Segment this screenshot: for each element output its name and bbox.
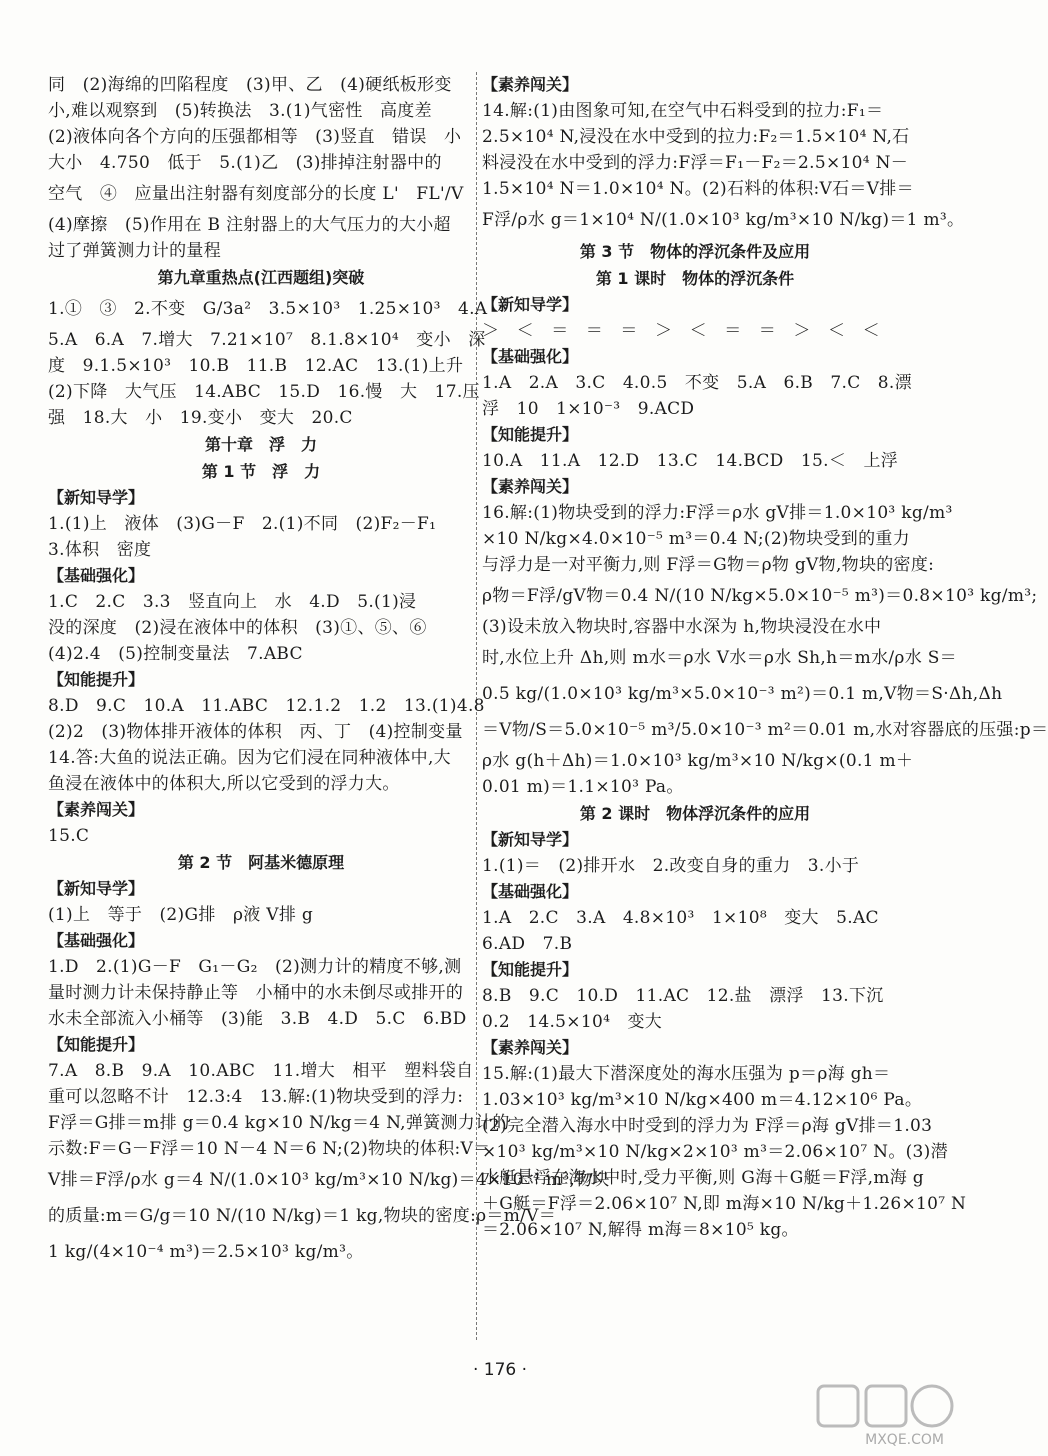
chapter-title: 第 2 节 阿基米德原理	[177, 853, 345, 872]
text-line: 度 9.1.5×10³ 10.B 11.B 12.AC 13.(1)上升	[48, 356, 464, 376]
formula-line: ＝V物/S＝5.0×10⁻⁵ m³/5.0×10⁻³ m²＝0.01 m,水对容器底的压强:p＝	[482, 720, 1048, 740]
text-line: (3)设未放入物块时,容器中水深为 h,物块浸没在水中	[482, 617, 882, 637]
text-line: (2)完全潜入海水中时受到的浮力为 F浮＝ρ海 gV排＝1.03	[482, 1116, 933, 1136]
section-heading: 【知能提升】	[48, 670, 145, 689]
text-line: 3.体积 密度	[48, 540, 152, 560]
text-line: 6.AD 7.B	[482, 934, 573, 954]
watermark-text: MXQE.COM	[865, 1432, 944, 1448]
text-line: 没的深度 (2)浸在液体中的体积 (3)①、⑤、⑥	[48, 618, 427, 638]
section-heading: 【基础强化】	[482, 347, 579, 366]
text-line: 14.解:(1)由图象可知,在空气中石料受到的拉力:F₁＝	[482, 101, 884, 121]
section-heading: 【新知导学】	[48, 879, 145, 898]
text-line: 1.(1)上 液体 (3)G－F 2.(1)不同 (2)F₂－F₁	[48, 514, 437, 534]
text-line: 5.A 6.A 7.增大 7.21×10⁷ 8.1.8×10⁴ 变小 深	[48, 330, 486, 350]
text-line: 0.01 m)＝1.1×10³ Pa。	[482, 777, 684, 797]
chapter-title: 第九章重热点(江西题组)突破	[157, 268, 365, 287]
text-line: (2)液体向各个方向的压强都相等 (3)竖直 错误 小	[48, 127, 462, 147]
text-line: 同 (2)海绵的凹陷程度 (3)甲、乙 (4)硬纸板形变	[48, 75, 452, 95]
text-line: 1.03×10³ kg/m³×10 N/kg×400 m＝4.12×10⁶ Pa。	[482, 1090, 923, 1110]
text-line: 重可以忽略不计 12.3:4 13.解:(1)物块受到的浮力:	[48, 1087, 464, 1107]
section-heading: 【素养闯关】	[482, 1038, 579, 1057]
formula-line: ρ物＝F浮/gV物＝0.4 N/(10 N/kg×5.0×10⁻⁵ m³)＝0.8×10³ kg/m³;	[482, 586, 1038, 606]
text-line: 8.B 9.C 10.D 11.AC 12.盐 漂浮 13.下沉	[482, 986, 884, 1006]
text-line: 过了弹簧测力计的量程	[48, 241, 221, 261]
text-line: 8.D 9.C 10.A 11.ABC 12.1.2 1.2 13.(1)4.8	[48, 696, 485, 716]
text-line: 鱼浸在液体中的体积大,所以它受到的浮力大。	[48, 774, 400, 794]
text-line: 16.解:(1)物块受到的浮力:F浮＝ρ水 gV排＝1.0×10³ kg/m³	[482, 503, 953, 523]
formula-line: 1.① ③ 2.不变 G/3a² 3.5×10³ 1.25×10³ 4.A	[48, 299, 488, 319]
section-heading: 【新知导学】	[482, 295, 579, 314]
text-line: 强 18.大 小 19.变小 变大 20.C	[48, 408, 353, 428]
section-heading: 【素养闯关】	[48, 800, 145, 819]
chapter-title: 第 1 节 浮 力	[201, 462, 321, 481]
text-line: ρ水 g(h＋Δh)＝1.0×10³ kg/m³×10 N/kg×(0.1 m＋	[482, 751, 914, 771]
page-number: · 176 ·	[472, 1360, 528, 1380]
text-line: 10.A 11.A 12.D 13.C 14.BCD 15.＜ 上浮	[482, 451, 899, 471]
text-line: 浮 10 1×10⁻³ 9.ACD	[482, 399, 695, 419]
section-heading: 【基础强化】	[48, 566, 145, 585]
text-line: 0.2 14.5×10⁴ 变大	[482, 1012, 663, 1032]
text-line: 示数:F＝G－F浮＝10 N－4 N＝6 N;(2)物块的体积:V＝	[48, 1139, 491, 1159]
formula-line: 的质量:m＝G/g＝10 N/(10 N/kg)＝1 kg,物块的密度:ρ＝m/V＝	[48, 1206, 557, 1226]
section-heading: 【知能提升】	[48, 1035, 145, 1054]
text-line: 大小 4.750 低于 5.(1)乙 (3)排掉注射器中的	[48, 153, 442, 173]
formula-line: 时,水位上升 Δh,则 m水＝ρ水 V水＝ρ水 Sh,h＝m水/ρ水 S＝	[482, 648, 957, 668]
text-line: 1.(1)＝ (2)排开水 2.改变自身的重力 3.小于	[482, 856, 860, 876]
section-heading: 【新知导学】	[482, 830, 579, 849]
chapter-title: 第 3 节 物体的浮沉条件及应用	[579, 242, 811, 261]
right-column	[482, 72, 1048, 1243]
text-line: ＋G艇＝F浮＝2.06×10⁷ N,即 m海×10 N/kg＋1.26×10⁷ N	[482, 1194, 967, 1214]
formula-line: 1 kg/(4×10⁻⁴ m³)＝2.5×10³ kg/m³。	[48, 1242, 364, 1262]
text-line: ×10 N/kg×4.0×10⁻⁵ m³＝0.4 N;(2)物块受到的重力	[482, 529, 910, 549]
chapter-title: 第十章 浮 力	[204, 435, 317, 454]
text-line: 14.答:大鱼的说法正确。因为它们浸在同种液体中,大	[48, 748, 451, 768]
text-line: 7.A 8.B 9.A 10.ABC 11.增大 相平 塑料袋自	[48, 1061, 474, 1081]
formula-line: 空气 ④ 应量出注射器有刻度部分的长度 L' FL'/V	[48, 184, 464, 204]
section-heading: 【基础强化】	[48, 931, 145, 950]
section-heading: 【知能提升】	[482, 960, 579, 979]
text-line: 15.解:(1)最大下潜深度处的海水压强为 p＝ρ海 gh＝	[482, 1064, 891, 1084]
text-line: (2)下降 大气压 14.ABC 15.D 16.慢 大 17.压	[48, 382, 480, 402]
text-line: 与浮力是一对平衡力,则 F浮＝G物＝ρ物 gV物,物块的密度:	[482, 555, 935, 575]
text-line: 15.C	[48, 826, 90, 846]
text-line: (2)2 (3)物体排开液体的体积 丙、丁 (4)控制变量	[48, 722, 463, 742]
formula-line: V排＝F浮/ρ水 g＝4 N/(1.0×10³ kg/m³×10 N/kg)＝4×10⁻⁴ m³,物块	[48, 1170, 610, 1190]
section-heading: 【素养闯关】	[482, 75, 579, 94]
text-line: 1.A 2.A 3.C 4.0.5 不变 5.A 6.B 7.C 8.漂	[482, 373, 912, 393]
text-line: 料浸没在水中受到的浮力:F浮＝F₁－F₂＝2.5×10⁴ N－	[482, 153, 909, 173]
text-line: 水艇悬浮在海水中时,受力平衡,则 G海＋G艇＝F浮,m海 g	[482, 1168, 924, 1188]
section-heading: 【素养闯关】	[482, 477, 579, 496]
text-line: 1.D 2.(1)G－F G₁－G₂ (2)测力计的精度不够,测	[48, 957, 462, 977]
chapter-title: 第 2 课时 物体浮沉条件的应用	[579, 804, 811, 823]
text-line: 量时测力计未保持静止等 小桶中的水未倒尽或排开的	[48, 983, 464, 1003]
section-heading: 【知能提升】	[482, 425, 579, 444]
text-line: ＝2.06×10⁷ N,解得 m海＝8×10⁵ kg。	[482, 1220, 799, 1240]
text-line: 1.C 2.C 3.3 竖直向上 水 4.D 5.(1)浸	[48, 592, 417, 612]
text-line: 1.5×10⁴ N＝1.0×10⁴ N。(2)石料的体积:V石＝V排＝	[482, 179, 914, 199]
formula-line: 0.5 kg/(1.0×10³ kg/m³×5.0×10⁻³ m²)＝0.1 m,V物＝S·Δh,Δh	[482, 684, 1003, 704]
chapter-title: 第 1 课时 物体的浮沉条件	[595, 269, 795, 288]
text-line: 小,难以观察到 (5)转换法 3.(1)气密性 高度差	[48, 101, 432, 121]
text-line: ＞ ＜ ＝ ＝ ＝ ＞ ＜ ＝ ＝ ＞ ＜ ＜	[482, 321, 880, 341]
text-line: (1)上 等于 (2)G排 ρ液 V排 g	[48, 905, 314, 925]
formula-line: F浮/ρ水 g＝1×10⁴ N/(1.0×10³ kg/m³×10 N/kg)＝1 m³。	[482, 210, 965, 230]
section-heading: 【基础强化】	[482, 882, 579, 901]
section-heading: 【新知导学】	[48, 488, 145, 507]
text-line: 水未全部流入小桶等 (3)能 3.B 4.D 5.C 6.BD	[48, 1009, 467, 1029]
text-line: 1.A 2.C 3.A 4.8×10³ 1×10⁸ 变大 5.AC	[482, 908, 879, 928]
text-line: F浮＝G排＝m排 g＝0.4 kg×10 N/kg＝4 N,弹簧测力计的	[48, 1113, 510, 1133]
text-line: (4)摩擦 (5)作用在 B 注射器上的大气压力的大小超	[48, 215, 451, 235]
text-line: ×10³ kg/m³×10 N/kg×2×10³ m³＝2.06×10⁷ N。(3)潜	[482, 1142, 948, 1162]
text-line: (4)2.4 (5)控制变量法 7.ABC	[48, 644, 303, 664]
text-line: 2.5×10⁴ N,浸没在水中受到的拉力:F₂＝1.5×10⁴ N,石	[482, 127, 910, 147]
